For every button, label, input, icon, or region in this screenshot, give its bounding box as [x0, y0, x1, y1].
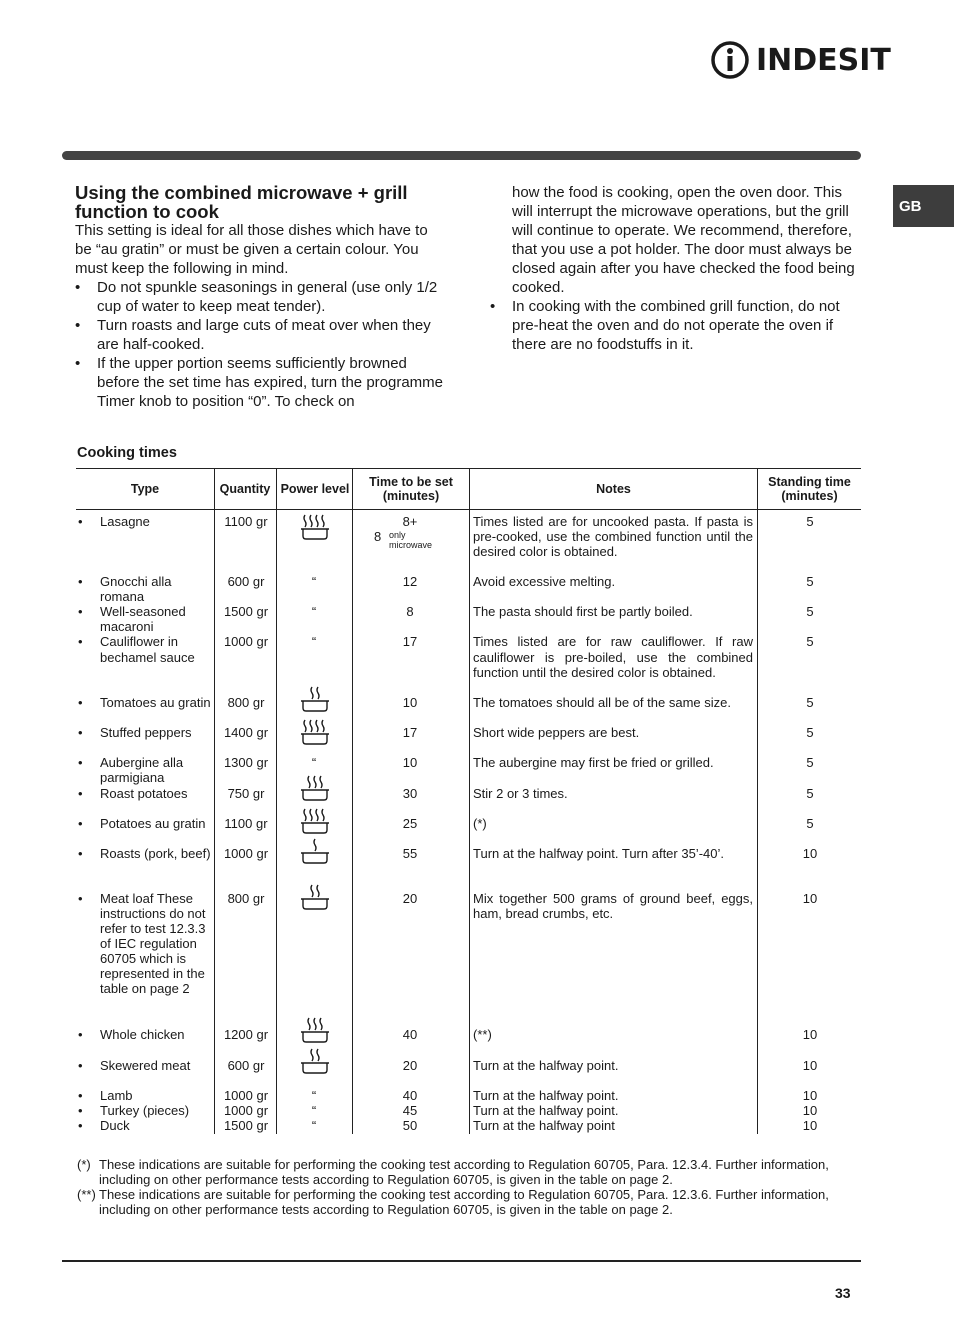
bullet-mark: • — [78, 634, 83, 649]
cell-quantity: 1100 gr — [224, 816, 268, 831]
cell-type: Lamb — [100, 1088, 133, 1103]
cell-standing: 10 — [802, 891, 818, 906]
cell-standing: 5 — [806, 514, 814, 529]
bullet-mark: • — [78, 725, 83, 740]
grill-4-waves-icon — [300, 512, 330, 540]
section-continuation: how the food is cooking, open the oven door. This will interrupt the microwave operations, but the grill will continue to operate. We recommend, therefore, that you use a pot holder. The door must always be closed again after you have checked the food being cooked. — [512, 184, 855, 296]
grill-2-waves-icon — [300, 1046, 330, 1074]
bullet-mark: • — [78, 891, 83, 906]
list-item-text: In cooking with the combined grill function, do not pre-heat the oven and do not operate the oven if there are no foodstuffs in it. — [512, 298, 840, 353]
cell-time: 40 — [402, 1088, 418, 1103]
cell-quantity: 1500 gr — [223, 1118, 269, 1133]
cell-type: Tomatoes au gratin — [100, 695, 211, 710]
list-item-text: Turn roasts and large cuts of meat over when they are half-cooked. — [97, 317, 431, 353]
cell-type: Lasagne — [100, 514, 150, 529]
cell-notes: Turn at the halfway point. — [473, 1058, 619, 1073]
cell-notes: Turn at the halfway point. Turn after 35’-40’. — [473, 846, 724, 861]
section-title: Using the combined microwave + grill function to cook — [75, 182, 408, 222]
cell-notes: Mix together 500 grams of ground beef, eggs, ham, bread crumbs, etc. — [473, 891, 753, 921]
list-item-text: Do not spunkle seasonings in general (use only 1/2 cup of water to keep meat tender). — [97, 279, 438, 315]
bullet-mark: • — [78, 1103, 83, 1118]
cell-power-ditto: “ — [311, 634, 317, 649]
footnote-mark: (*) — [77, 1157, 91, 1172]
cell-notes: Turn at the halfway point. — [473, 1103, 619, 1118]
footnote — [77, 1157, 837, 1187]
brand-logo — [710, 40, 891, 80]
cell-time: 12 — [402, 574, 418, 589]
cell-type: Meat loaf These instructions do not refer to test 12.3.3 of IEC regulation 60705 which is represented in the table on page 2 — [100, 891, 206, 996]
section-intro: This setting is ideal for all those dishes which have to be “au gratin” or must be given a certain colour. You must keep the following in mind. — [75, 222, 428, 277]
cell-notes: Stir 2 or 3 times. — [473, 786, 568, 801]
footnote-mark: (**) — [77, 1187, 96, 1202]
bullet-mark: • — [78, 1058, 83, 1073]
cell-standing: 10 — [802, 1118, 818, 1133]
cell-standing: 5 — [806, 755, 814, 770]
column-divider — [276, 468, 277, 1134]
column-divider — [757, 468, 758, 1134]
cell-quantity: 600 gr — [227, 1058, 265, 1073]
cell-quantity: 750 gr — [227, 786, 265, 801]
grill-3-waves-icon — [300, 773, 330, 801]
cell-notes: Turn at the halfway point — [473, 1118, 615, 1133]
cell-quantity: 1000 gr — [223, 1088, 269, 1103]
footer-divider — [62, 1260, 861, 1262]
cell-type: Skewered meat — [100, 1058, 191, 1073]
column-divider — [214, 468, 215, 1134]
cell-standing: 10 — [802, 1027, 818, 1042]
cell-time-extra-note: only microwave — [389, 530, 433, 550]
cell-time: 20 — [402, 1058, 418, 1073]
cell-type: Gnocchi alla romana — [100, 574, 172, 604]
cell-time: 10 — [402, 755, 418, 770]
cell-time: 8 — [406, 604, 414, 619]
bullet-mark: • — [78, 786, 83, 801]
column-header-quantity: Quantity — [219, 482, 271, 496]
bullet-mark: • — [78, 695, 83, 710]
cell-notes: Short wide peppers are best. — [473, 725, 640, 740]
cell-quantity: 1100 gr — [224, 514, 268, 529]
cell-time: 17 — [402, 725, 418, 740]
cell-notes: The pasta should first be partly boiled. — [473, 604, 693, 619]
cell-type: Aubergine alla parmigiana — [100, 755, 184, 785]
cell-quantity: 1000 gr — [223, 846, 269, 861]
cell-type: Roasts (pork, beef) — [100, 846, 211, 861]
bullet-mark: • — [78, 574, 83, 589]
cell-quantity: 1200 gr — [223, 1027, 269, 1042]
cell-time-extra: 8 — [374, 529, 382, 544]
cell-standing: 5 — [806, 816, 814, 831]
cell-standing: 5 — [806, 695, 814, 710]
grill-3-waves-icon — [300, 1015, 330, 1043]
section-left-column — [75, 183, 447, 411]
bullet-mark: • — [75, 317, 81, 334]
cell-notes: The aubergine may first be fried or grilled. — [473, 755, 714, 770]
cell-standing: 10 — [802, 846, 818, 861]
cell-time: 10 — [402, 695, 418, 710]
bullet-mark: • — [78, 1027, 83, 1042]
column-header-type: Type — [130, 482, 160, 496]
bullet-mark: • — [75, 279, 81, 296]
column-header-time: Time to be set (minutes) — [369, 475, 453, 503]
cell-time: 8+ — [402, 514, 418, 529]
cell-quantity: 1300 gr — [223, 755, 269, 770]
bullet-mark: • — [78, 1118, 83, 1133]
column-header-power: Power level — [280, 482, 350, 496]
cell-type: Duck — [100, 1118, 130, 1133]
cell-standing: 5 — [806, 634, 814, 649]
bullet-mark: • — [78, 755, 83, 770]
cell-type: Turkey (pieces) — [100, 1103, 190, 1118]
list-item — [490, 297, 862, 354]
cell-type: Well-seasoned macaroni — [100, 604, 186, 634]
cell-type: Stuffed peppers — [100, 725, 192, 740]
bullet-mark: • — [78, 514, 83, 529]
cell-power-ditto: “ — [311, 755, 317, 770]
bullet-mark: • — [78, 604, 83, 619]
cell-type: Roast potatoes — [100, 786, 188, 801]
cell-time: 25 — [402, 816, 418, 831]
cell-type: Cauliflower in bechamel sauce — [100, 634, 195, 665]
cell-quantity: 1000 gr — [223, 634, 269, 649]
cell-standing: 5 — [806, 725, 814, 740]
bullet-mark: • — [490, 298, 496, 315]
cell-type: Whole chicken — [100, 1027, 185, 1042]
cell-time: 30 — [402, 786, 418, 801]
cell-notes: Times listed are for uncooked pasta. If pasta is pre-cooked, use the combined function until the desired color is obtained. — [473, 514, 753, 559]
brand-name: INDESIT — [756, 42, 891, 78]
section-right-column — [490, 183, 862, 354]
cell-time: 20 — [402, 891, 418, 906]
cell-quantity: 1400 gr — [223, 725, 269, 740]
bullet-mark: • — [75, 355, 81, 372]
footnote — [77, 1187, 837, 1217]
cell-time: 45 — [402, 1103, 418, 1118]
grill-4-waves-icon — [300, 806, 330, 834]
column-header-standing: Standing time (minutes) — [768, 475, 851, 503]
table-title: Cooking times — [77, 445, 177, 461]
cell-standing: 5 — [806, 574, 814, 589]
bullet-mark: • — [78, 846, 83, 861]
list-item — [75, 278, 447, 316]
grill-4-waves-icon — [300, 717, 330, 745]
footnotes — [77, 1157, 837, 1217]
list-item — [75, 354, 447, 411]
footnote-text: These indications are suitable for performing the cooking test according to Regulation 60705, Para. 12.3.6. Further information, including on other performance tests according to Regulation 60705, is given in the table on page 2. — [99, 1187, 829, 1217]
cell-notes: The tomatoes should all be of the same size. — [473, 695, 731, 710]
cell-notes: (*) — [473, 816, 487, 831]
indesit-logo-icon — [710, 40, 750, 80]
cell-quantity: 800 gr — [227, 695, 265, 710]
cell-power-ditto: “ — [311, 1118, 317, 1133]
list-item-text: If the upper portion seems sufficiently browned before the set time has expired, turn the programme Timer knob to position “0”. To check on — [97, 355, 444, 410]
cell-notes: Turn at the halfway point. — [473, 1088, 619, 1103]
cell-standing: 5 — [806, 604, 814, 619]
cell-quantity: 1000 gr — [223, 1103, 269, 1118]
column-divider — [469, 468, 470, 1134]
language-tab: GB — [893, 185, 954, 227]
cell-power-ditto: “ — [311, 1103, 317, 1118]
cell-notes: (**) — [473, 1027, 492, 1042]
cell-power-ditto: “ — [311, 574, 317, 589]
header-divider — [62, 151, 861, 160]
list-item — [75, 316, 447, 354]
cell-notes: Times listed are for raw cauliflower. If raw cauliflower is pre-boiled, use the combined function until the desired color is obtained. — [473, 634, 753, 680]
cell-standing: 10 — [802, 1058, 818, 1073]
cell-time: 17 — [402, 634, 418, 649]
cell-quantity: 1500 gr — [223, 604, 269, 619]
cell-power-ditto: “ — [311, 604, 317, 619]
cell-power-ditto: “ — [311, 1088, 317, 1103]
tips-list-right — [490, 297, 862, 354]
cell-time: 55 — [402, 846, 418, 861]
cell-time: 50 — [402, 1118, 418, 1133]
cell-notes: Avoid excessive melting. — [473, 574, 616, 589]
bullet-mark: • — [78, 1088, 83, 1103]
cell-time: 40 — [402, 1027, 418, 1042]
grill-2-waves-icon — [300, 684, 330, 712]
cell-standing: 5 — [806, 786, 814, 801]
page-number: 33 — [835, 1285, 851, 1301]
grill-2-waves-icon — [300, 882, 330, 910]
cell-standing: 10 — [802, 1088, 818, 1103]
footnote-text: These indications are suitable for performing the cooking test according to Regulation 60705, Para. 12.3.4. Further information, including on other performance tests according to Regulation 60705, is given in the table on page 2. — [99, 1157, 829, 1187]
cell-quantity: 600 gr — [227, 574, 265, 589]
column-header-notes: Notes — [596, 482, 631, 496]
grill-1-wave-icon — [300, 836, 330, 864]
tips-list — [75, 278, 447, 411]
cell-standing: 10 — [802, 1103, 818, 1118]
cell-quantity: 800 gr — [227, 891, 265, 906]
bullet-mark: • — [78, 816, 83, 831]
cell-type: Potatoes au gratin — [100, 816, 206, 831]
